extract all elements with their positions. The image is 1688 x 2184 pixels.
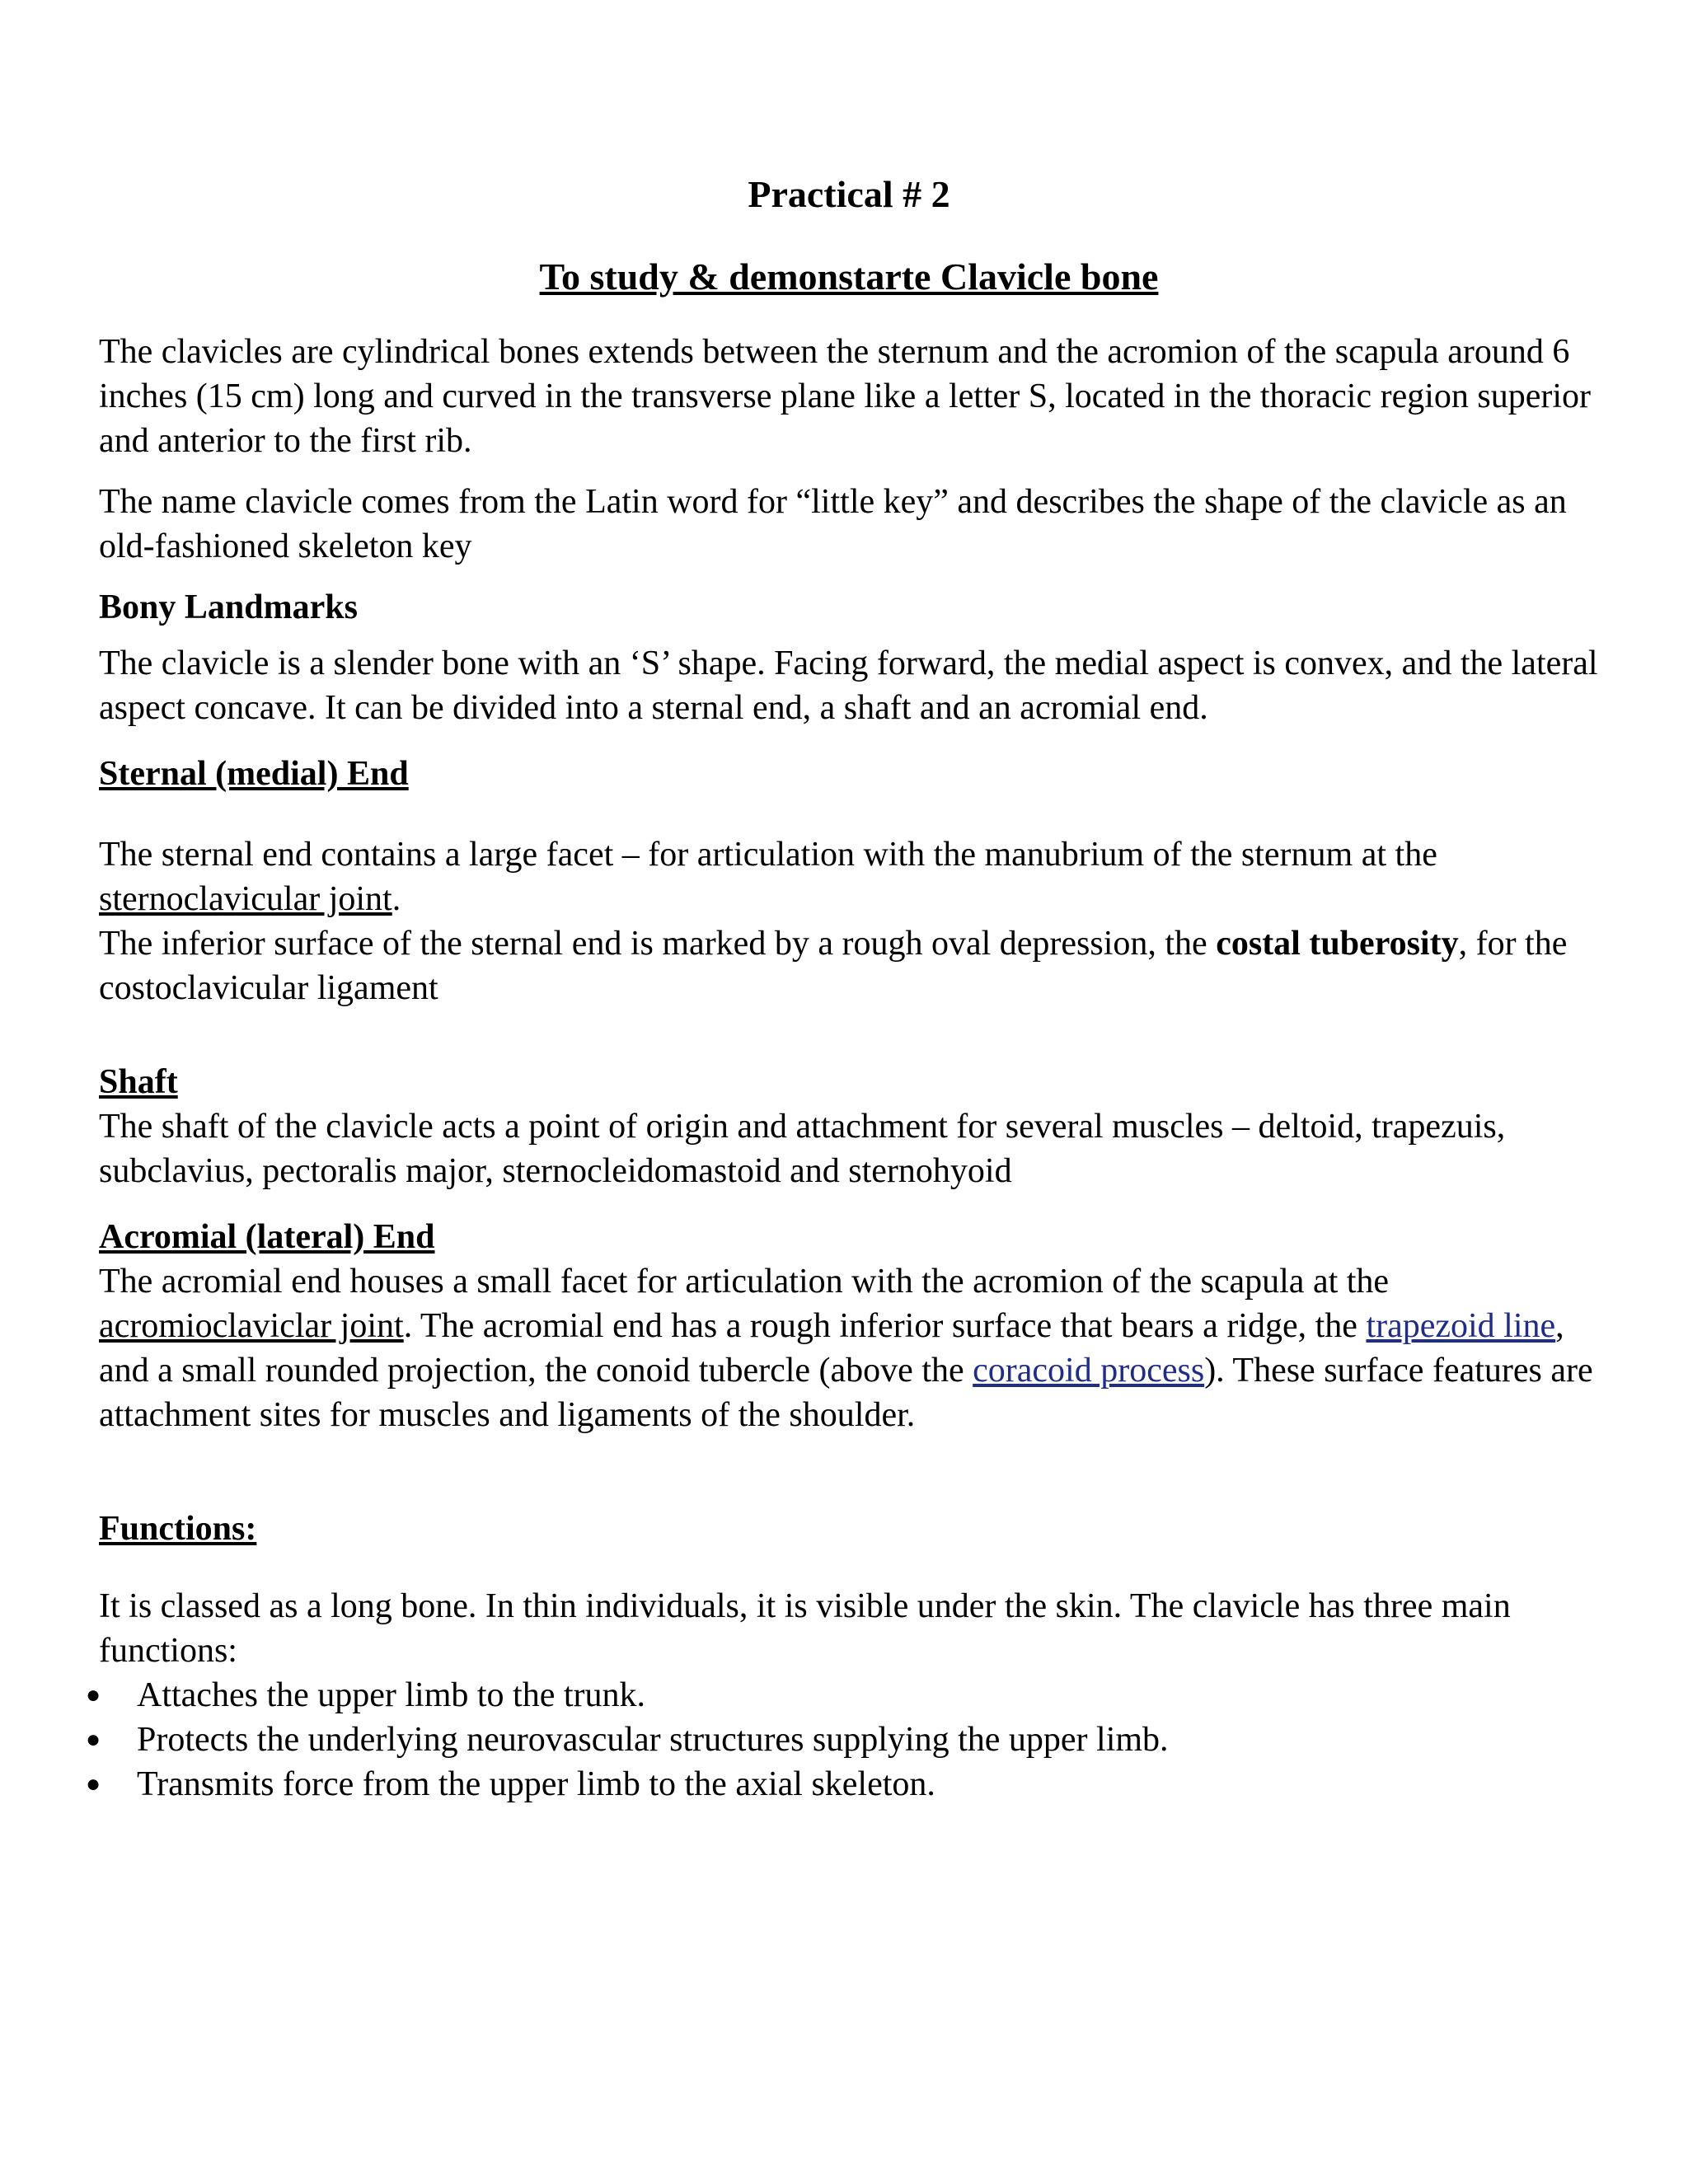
coracoid-process-link[interactable]: coracoid process: [973, 1352, 1205, 1390]
trapezoid-line-link[interactable]: trapezoid line: [1366, 1307, 1556, 1345]
functions-heading: Functions:: [99, 1510, 257, 1548]
acromial-end-text-part-4: ). These surface features are attachment sites for muscles and ligaments of the shoulder.: [99, 1352, 1593, 1434]
function-item-text: Protects the underlying neurovascular structures supplying the upper limb.: [137, 1721, 1169, 1759]
intro-paragraph-1: The clavicles are cylindrical bones extends between the sternum and the acromion of the scapula around 6 inches (15 cm) long and curved in the transverse plane like a letter S, located in the thoracic region superior and anterior to the first rib.: [99, 333, 1592, 460]
acromial-end-text-part-1: The acromial end houses a small facet for articulation with the acromion of the scapula at the: [99, 1263, 1390, 1301]
acromioclavicular-joint-link[interactable]: acromioclaviclar joint: [99, 1307, 404, 1345]
sternal-end-text-2-end: , for the costoclavicular ligament: [99, 925, 1568, 1007]
bullet-icon: ●: [86, 1681, 101, 1708]
bullet-icon: ●: [86, 1726, 101, 1753]
sternal-end-text-1-end: .: [392, 880, 401, 918]
function-item-text: Attaches the upper limb to the trunk.: [137, 1676, 646, 1714]
acromial-end-text-part-2: . The acromial end has a rough inferior surface that bears a ridge, the: [403, 1307, 1367, 1345]
function-item-text: Transmits force from the upper limb to the axial skeleton.: [137, 1765, 935, 1803]
sternal-end-text-1: [99, 832, 1599, 921]
shaft-text: The shaft of the clavicle acts a point of origin and attachment for several muscles – deltoid, trapezuis, subclavius, pectoralis major, sternocleidomastoid and sternohyoid: [99, 1108, 1506, 1190]
acromial-end-text-part-3: , and a small rounded projection, the conoid tubercle (above the: [99, 1307, 1564, 1390]
intro-paragraph-2: The name clavicle comes from the Latin word for “little key” and describes the shape of the clavicle as an old-fashioned skeleton key: [99, 483, 1567, 565]
sternoclavicular-joint-link[interactable]: sternoclavicular joint: [99, 880, 392, 918]
sternal-end-text-2-start: The inferior surface of the sternal end is marked by a rough oval depression, the: [99, 925, 1217, 963]
sternal-end-heading: Sternal (medial) End: [99, 755, 409, 793]
document-page: [86, 171, 1599, 1807]
acromial-end-text: [99, 1259, 1599, 1437]
sternal-end-text-2: [99, 921, 1599, 1010]
bullet-icon: ●: [86, 1770, 101, 1797]
list-item: [86, 1718, 1599, 1762]
acromial-end-heading: Acromial (lateral) End: [99, 1218, 435, 1256]
sternal-end-text-1-start: The sternal end contains a large facet – for articulation with the manubrium of the sternum at the: [99, 836, 1437, 874]
list-item: [86, 1673, 1599, 1718]
practical-title: Practical # 2: [748, 173, 950, 215]
functions-intro: It is classed as a long bone. In thin individuals, it is visible under the skin. The clavicle has three main functions:: [99, 1587, 1511, 1670]
list-item: [86, 1762, 1599, 1807]
shaft-heading: Shaft: [99, 1063, 178, 1101]
functions-list: [86, 1673, 1599, 1807]
bony-landmarks-text: The clavicle is a slender bone with an ‘S’ shape. Facing forward, the medial aspect is convex, and the lateral aspect concave. It can be divided into a sternal end, a shaft and an acromial end.: [99, 644, 1598, 727]
costal-tuberosity-term: costal tuberosity: [1216, 925, 1459, 963]
page-subtitle: To study & demonstarte Clavicle bone: [539, 255, 1159, 298]
bony-landmarks-heading: Bony Landmarks: [99, 588, 358, 626]
